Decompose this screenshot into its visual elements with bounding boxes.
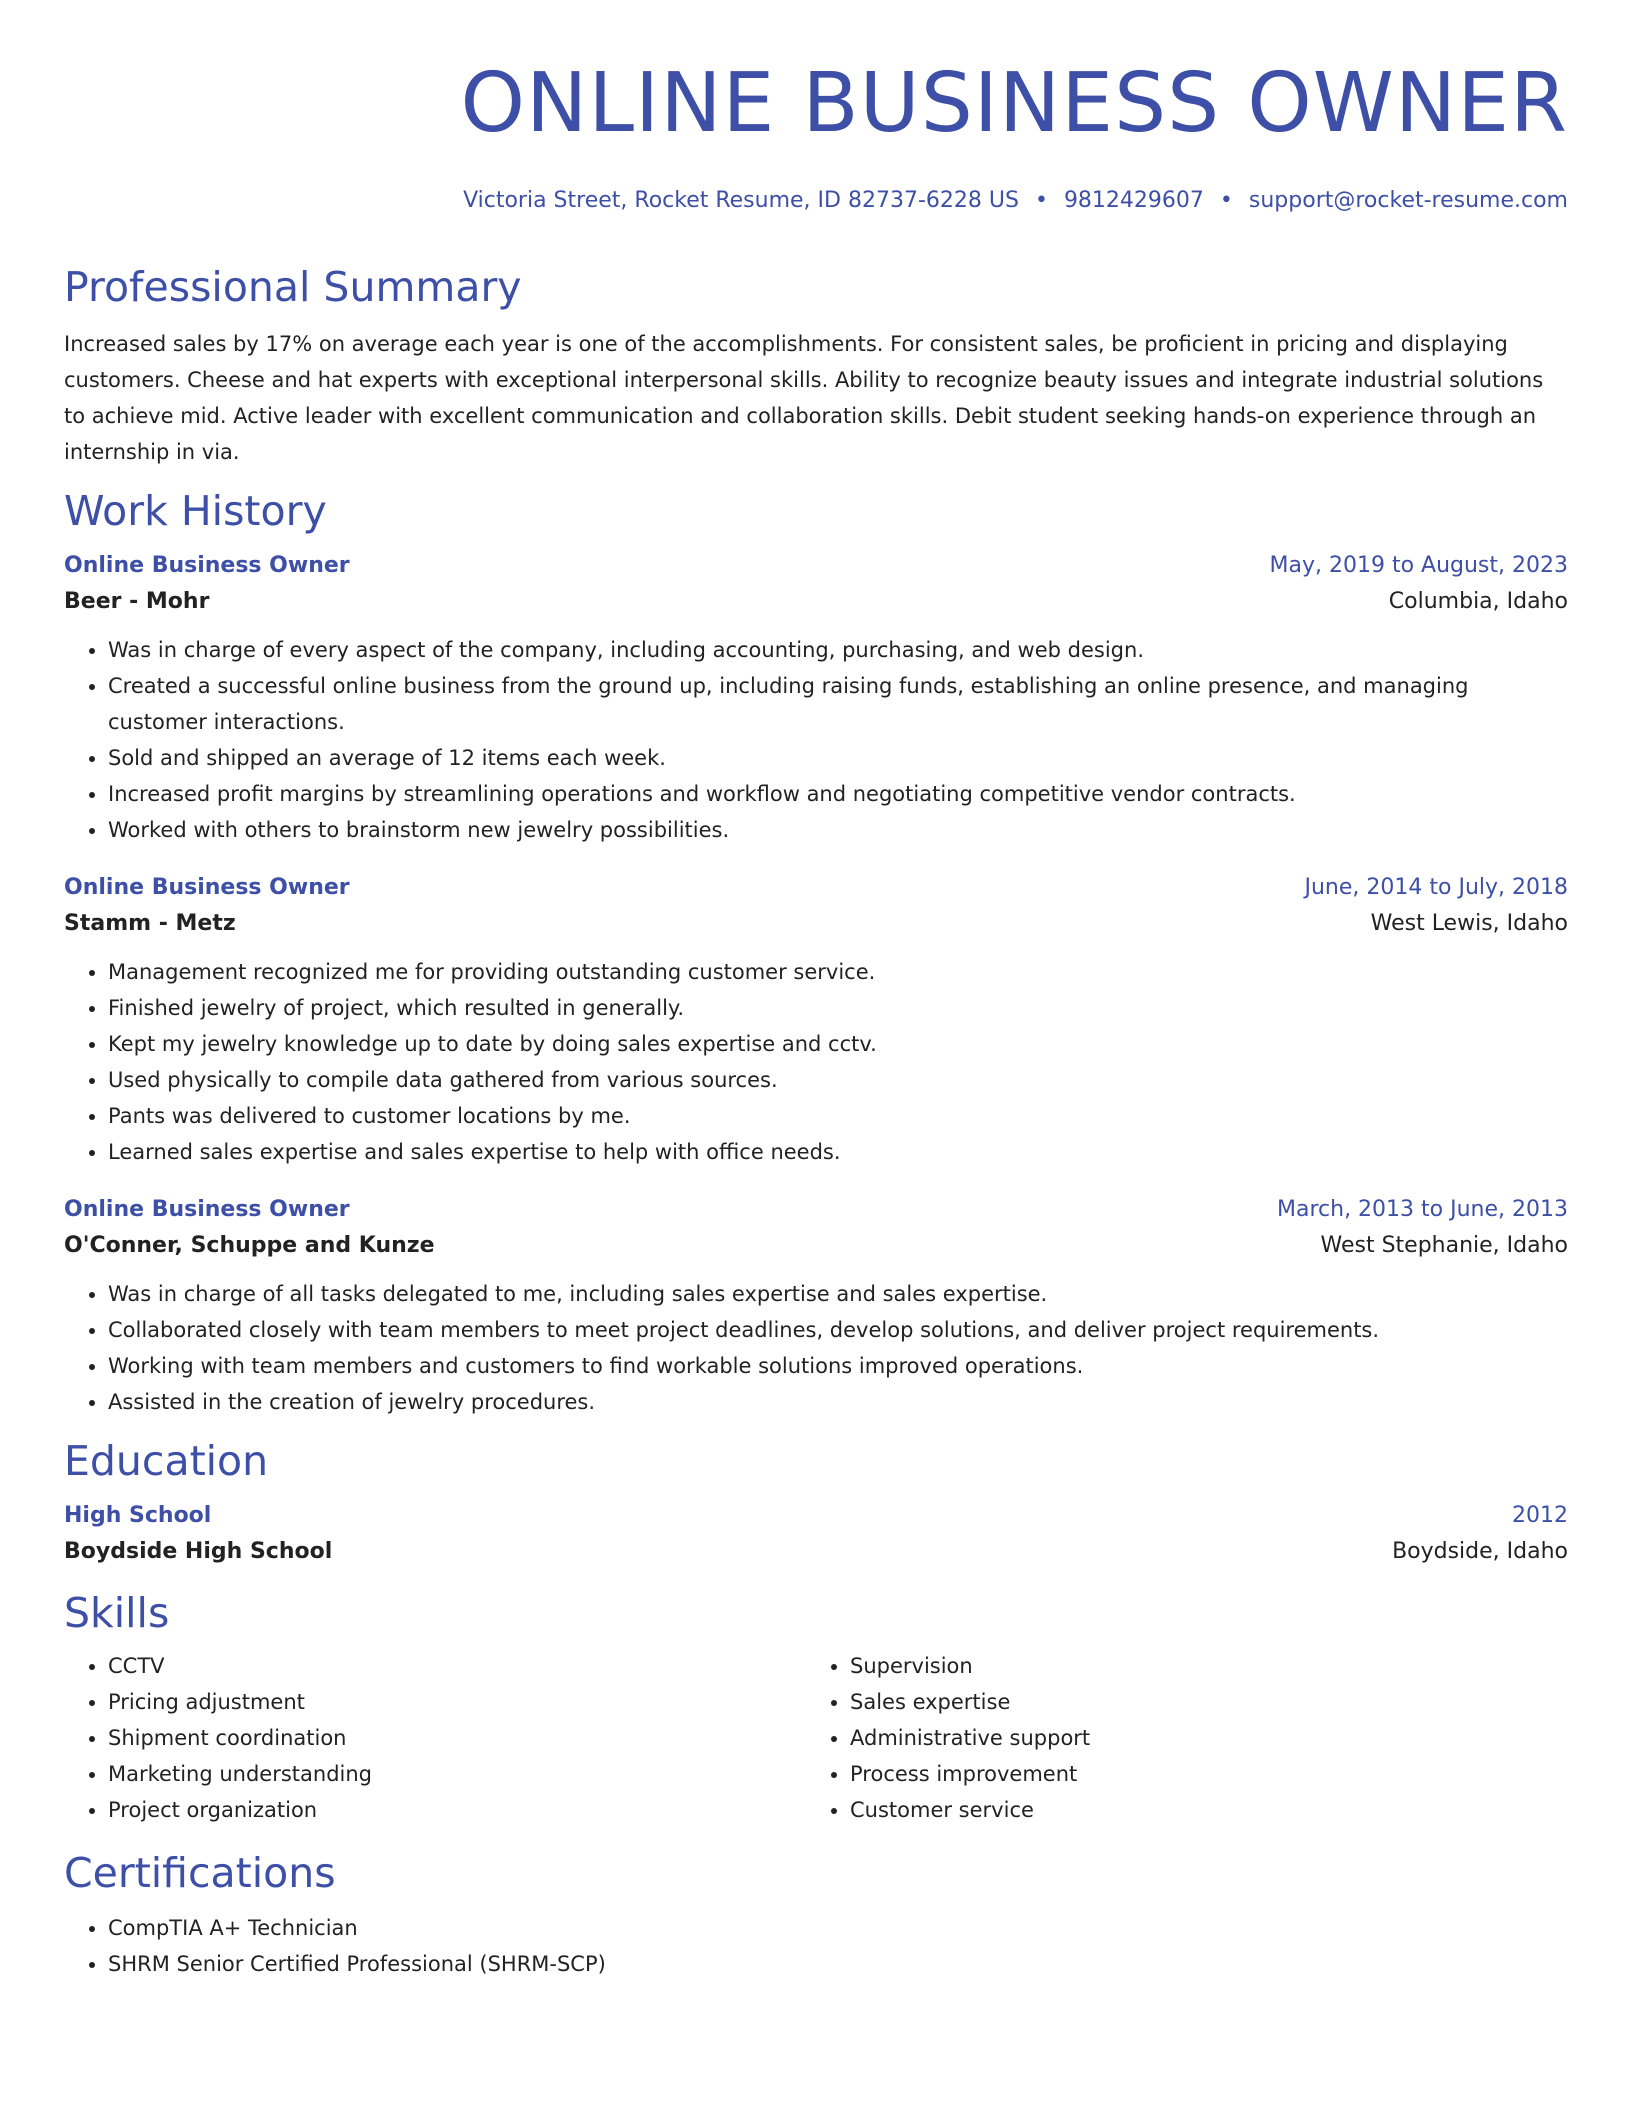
- certifications-list: [64, 1910, 1568, 1982]
- skill-item: • Shipment coordination: [108, 1720, 806, 1756]
- job-header: [64, 1192, 1568, 1228]
- list-item: • Increased profit margins by streamlining operations and workflow and negotiating competitive vendor contracts.: [108, 776, 1568, 812]
- separator-dot: •: [1034, 188, 1048, 213]
- job-bullets: [64, 1276, 1568, 1420]
- skills-list: [64, 1648, 806, 1828]
- list-item: • Was in charge of all tasks delegated to me, including sales expertise and sales expertise.: [108, 1276, 1568, 1312]
- list-item: • Used physically to compile data gathered from various sources.: [108, 1062, 1568, 1098]
- certification-item: • SHRM Senior Certified Professional (SHRM-SCP): [108, 1946, 1568, 1982]
- job-header: [64, 870, 1568, 906]
- skills-grid: [64, 1648, 1568, 1828]
- education-header: [64, 1498, 1568, 1534]
- summary-heading: Professional Summary: [64, 263, 522, 311]
- list-item: • Assisted in the creation of jewelry procedures.: [108, 1384, 1568, 1420]
- list-item: • Pants was delivered to customer locations by me.: [108, 1098, 1568, 1134]
- job-entry: [64, 548, 1568, 848]
- skills-column-left: [64, 1648, 806, 1828]
- list-item: • Finished jewelry of project, which resulted in generally.: [108, 990, 1568, 1026]
- job-header: [64, 548, 1568, 584]
- certifications-heading: Certifications: [64, 1849, 336, 1897]
- job-dates: March, 2013 to June, 2013: [1277, 1197, 1568, 1222]
- job-subheader: [64, 1228, 1568, 1264]
- skills-list: [806, 1648, 1548, 1828]
- list-item: • Created a successful online business from the ground up, including raising funds, establishing an online presence, and managing customer interactions.: [108, 668, 1568, 740]
- list-item: • Working with team members and customers to find workable solutions improved operations.: [108, 1348, 1568, 1384]
- school-name: Boydside High School: [64, 1539, 333, 1564]
- skill-item: • Sales expertise: [850, 1684, 1548, 1720]
- list-item: • Learned sales expertise and sales expertise to help with office needs.: [108, 1134, 1568, 1170]
- job-dates: May, 2019 to August, 2023: [1269, 553, 1568, 578]
- job-location: West Stephanie, Idaho: [1320, 1233, 1568, 1258]
- job-location: Columbia, Idaho: [1388, 589, 1568, 614]
- skill-item: • Administrative support: [850, 1720, 1548, 1756]
- graduation-year: 2012: [1512, 1503, 1568, 1528]
- list-item: • Worked with others to brainstorm new jewelry possibilities.: [108, 812, 1568, 848]
- education-entry: [64, 1498, 1568, 1570]
- skill-item: • Marketing understanding: [108, 1756, 806, 1792]
- work-history-heading: Work History: [64, 487, 327, 535]
- job-bullets: [64, 954, 1568, 1170]
- company-name: Stamm - Metz: [64, 911, 236, 936]
- job-entry: [64, 870, 1568, 1170]
- skills-column-right: [806, 1648, 1548, 1828]
- job-title: Online Business Owner: [64, 1197, 350, 1222]
- job-dates: June, 2014 to July, 2018: [1304, 875, 1568, 900]
- skill-item: • Process improvement: [850, 1756, 1548, 1792]
- skill-item: • Customer service: [850, 1792, 1548, 1828]
- school-location: Boydside, Idaho: [1392, 1539, 1568, 1564]
- list-item: • Sold and shipped an average of 12 items each week.: [108, 740, 1568, 776]
- company-name: O'Conner, Schuppe and Kunze: [64, 1233, 435, 1258]
- job-title: Online Business Owner: [64, 553, 350, 578]
- skill-item: • Supervision: [850, 1648, 1548, 1684]
- address-text: Victoria Street, Rocket Resume, ID 82737-6228 US: [463, 188, 1019, 213]
- education-heading: Education: [64, 1437, 269, 1485]
- skill-item: • Pricing adjustment: [108, 1684, 806, 1720]
- list-item: • Was in charge of every aspect of the company, including accounting, purchasing, and web design.: [108, 632, 1568, 668]
- phone-text: 9812429607: [1063, 188, 1204, 213]
- page-title: ONLINE BUSINESS OWNER: [460, 56, 1568, 151]
- education-subheader: [64, 1534, 1568, 1570]
- contact-line: [64, 186, 1568, 216]
- job-entry: [64, 1192, 1568, 1420]
- job-subheader: [64, 906, 1568, 942]
- list-item: • Management recognized me for providing outstanding customer service.: [108, 954, 1568, 990]
- list-item: • Collaborated closely with team members to meet project deadlines, develop solutions, and deliver project requirements.: [108, 1312, 1568, 1348]
- separator-dot: •: [1219, 188, 1233, 213]
- skill-item: • Project organization: [108, 1792, 806, 1828]
- job-location: West Lewis, Idaho: [1370, 911, 1568, 936]
- skills-heading: Skills: [64, 1589, 170, 1637]
- company-name: Beer - Mohr: [64, 589, 210, 614]
- resume-page: [64, 0, 1568, 1982]
- summary-text: Increased sales by 17% on average each year is one of the accomplishments. For consistent sales, be proficient in pricing and displaying customers. Cheese and hat experts with exceptional interpersonal skills. Ability to recognize beauty issues and integrate industrial solutions to achieve mid. Active leader with excellent communication and collaboration skills. Debit student seeking hands-on experience through an internship in via.: [64, 332, 1544, 464]
- email-link[interactable]: support@rocket-resume.com: [1248, 188, 1568, 213]
- job-title: Online Business Owner: [64, 875, 350, 900]
- certification-item: • CompTIA A+ Technician: [108, 1910, 1568, 1946]
- job-subheader: [64, 584, 1568, 620]
- skill-item: • CCTV: [108, 1648, 806, 1684]
- degree-title: High School: [64, 1503, 212, 1528]
- job-bullets: [64, 632, 1568, 848]
- list-item: • Kept my jewelry knowledge up to date by doing sales expertise and cctv.: [108, 1026, 1568, 1062]
